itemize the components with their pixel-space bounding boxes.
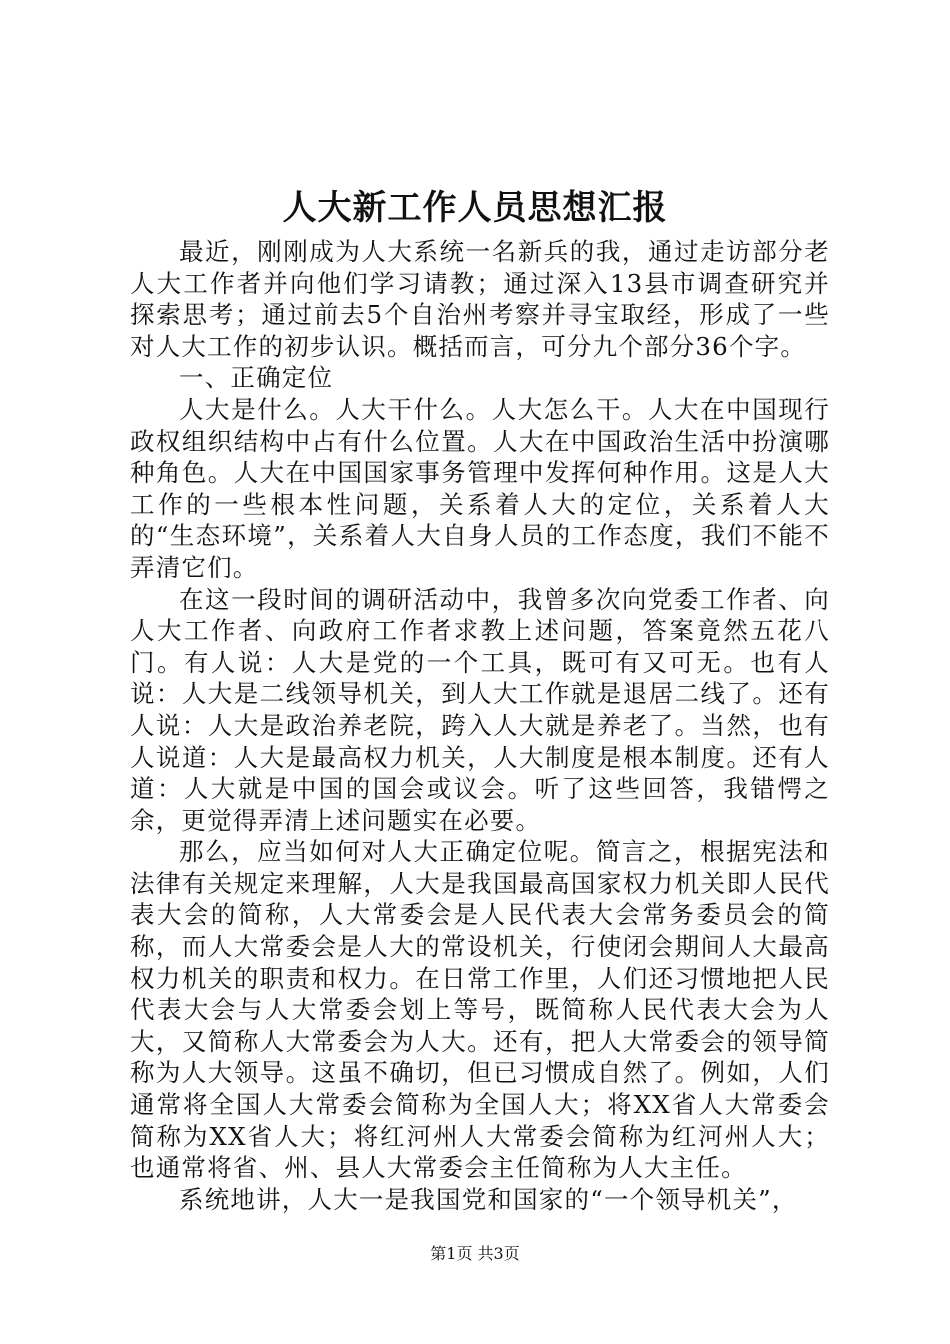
document-body (130, 236, 830, 1215)
page-number: 第1页 共3页 (430, 1244, 520, 1263)
document-title: 人大新工作人员思想汇报 (282, 188, 668, 228)
paragraph-intro: 最近，刚刚成为人大系统一名新兵的我，通过走访部分老人大工作者并向他们学习请教；通过深入13县市调查研究并探索思考；通过前去5个自治州考察并寻宝取经，形成了一些对人大工作的初步认识。概括而言，可分九个部分36个字。 (130, 237, 830, 361)
paragraph: 人大是什么。人大干什么。人大怎么干。人大在中国现行政权组织结构中占有什么位置。人大在中国政治生活中扮演哪种角色。人大在中国国家事务管理中发挥何种作用。这是人大工作的一些根本性问题，关系着人大的定位，关系着人大的“生态环境”，关系着人大自身人员的工作态度，我们不能不弄清它们。 (130, 394, 830, 582)
paragraph: 系统地讲，人大一是我国党和国家的“一个领导机关”， (179, 1184, 798, 1214)
paragraph: 那么，应当如何对人大正确定位呢。简言之，根据宪法和法律有关规定来理解，人大是我国最高国家权力机关即人民代表大会的简称，人大常委会是人民代表大会常务委员会的简称，而人大常委会是人大的常设机关，行使闭会期间人大最高权力机关的职责和权力。在日常工作里，人们还习惯地把人民代表大会与人大常委会划上等号，既简称人民代表大会为人大，又简称人大常委会为人大。还有，把人大常委会的领导简称为人大领导。这虽不确切，但已习惯成自然了。例如，人们通常将全国人大常委会简称为全国人大；将XX省人大常委会简称为XX省人大；将红河州人大常委会简称为红河州人大；也通常将省、州、县人大常委会主任简称为人大主任。 (130, 837, 830, 1183)
paragraph: 在这一段时间的调研活动中，我曾多次向党委工作者、向人大工作者、向政府工作者求教上述问题，答案竟然五花八门。有人说：人大是党的一个工具，既可有又可无。也有人说：人大是二线领导机关，到人大工作就是退居二线了。还有人说：人大是政治养老院，跨入人大就是养老了。当然，也有人说道：人大是最高权力机关，人大制度是根本制度。还有人道：人大就是中国的国会或议会。听了这些回答，我错愕之余，更觉得弄清上述问题实在必要。 (130, 584, 830, 835)
section-heading: 一、正确定位 (179, 363, 334, 393)
